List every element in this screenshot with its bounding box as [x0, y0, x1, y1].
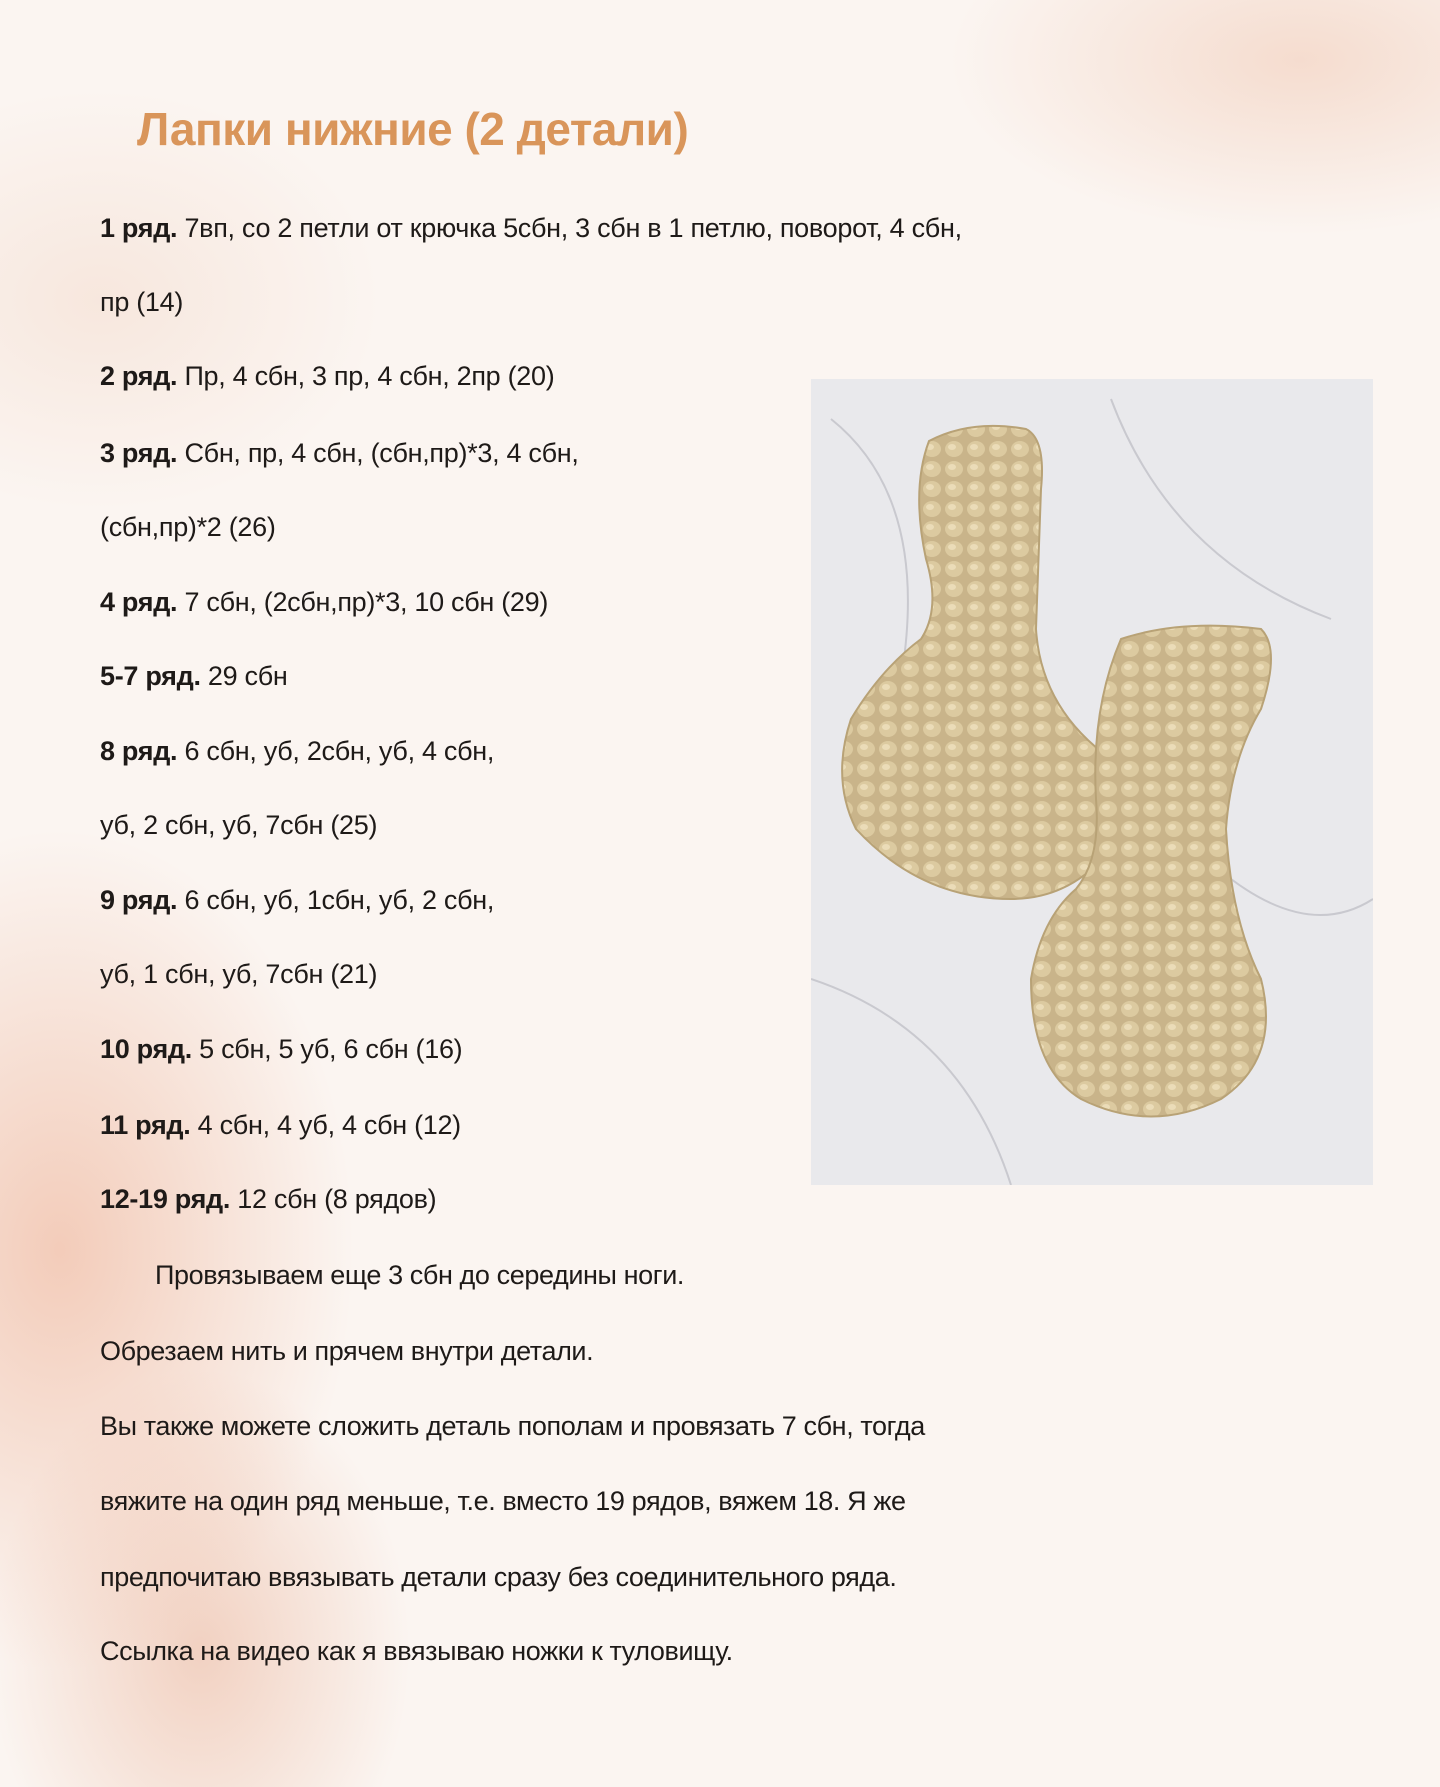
row-text: 6 сбн, уб, 2сбн, уб, 4 сбн, — [177, 736, 495, 766]
note-paragraph: Обрезаем нить и прячем внутри детали. — [100, 1336, 594, 1366]
row-text: Пр, 4 сбн, 3 пр, 4 сбн, 2пр (20) — [177, 361, 555, 391]
row-label: 11 ряд. — [100, 1110, 191, 1140]
row-text: Сбн, пр, 4 сбн, (сбн,пр)*3, 4 сбн, — [177, 438, 579, 468]
note-paragraph: вяжите на один ряд меньше, т.е. вместо 19 рядов, вяжем 18. Я же — [100, 1486, 906, 1516]
row-label: 2 ряд. — [100, 361, 178, 391]
crochet-feet-photo — [811, 379, 1373, 1185]
row-label: 3 ряд. — [100, 438, 178, 468]
pattern-row — [100, 512, 276, 543]
row-label: 10 ряд. — [100, 1034, 192, 1064]
pattern-row — [100, 287, 183, 318]
row-label: 4 ряд. — [100, 587, 178, 617]
note-paragraph: Провязываем еще 3 сбн до середины ноги. — [155, 1260, 685, 1290]
pattern-row — [100, 213, 962, 244]
row-text: 7 сбн, (2сбн,пр)*3, 10 сбн (29) — [177, 587, 549, 617]
pattern-row — [100, 1034, 462, 1065]
row-text: 4 сбн, 4 уб, 4 сбн (12) — [190, 1110, 461, 1140]
row-label: 9 ряд. — [100, 885, 178, 915]
note-paragraph: предпочитаю ввязывать детали сразу без соединительного ряда. — [100, 1562, 897, 1592]
row-label: 12-19 ряд. — [100, 1184, 231, 1214]
row-text: (сбн,пр)*2 (26) — [100, 512, 276, 542]
row-text: 5 сбн, 5 уб, 6 сбн (16) — [191, 1034, 463, 1064]
pattern-row — [100, 438, 579, 469]
pattern-row — [100, 1110, 461, 1141]
row-text: уб, 2 сбн, уб, 7сбн (25) — [100, 810, 378, 840]
row-label: 1 ряд. — [100, 213, 178, 243]
note-paragraph: Ссылка на видео как я ввязываю ножки к туловищу. — [100, 1636, 733, 1666]
pattern-row — [100, 885, 494, 916]
pattern-row — [100, 1184, 436, 1215]
note-paragraph: Вы также можете сложить деталь пополам и провязать 7 сбн, тогда — [100, 1411, 925, 1441]
pattern-row — [100, 736, 494, 767]
row-text: уб, 1 сбн, уб, 7сбн (21) — [100, 959, 378, 989]
row-label: 8 ряд. — [100, 736, 178, 766]
row-text: 12 сбн (8 рядов) — [230, 1184, 437, 1214]
row-text: 6 сбн, уб, 1сбн, уб, 2 сбн, — [177, 885, 495, 915]
pattern-row — [100, 361, 554, 392]
page-title: Лапки нижние (2 детали) — [137, 103, 689, 155]
pattern-row — [100, 959, 377, 990]
pattern-row — [100, 587, 548, 618]
row-label: 5-7 ряд. — [100, 661, 201, 691]
pattern-row — [100, 661, 287, 692]
pattern-row — [100, 810, 377, 841]
row-text: 7вп, со 2 петли от крючка 5сбн, 3 сбн в 1 петлю, поворот, 4 сбн, — [177, 213, 962, 243]
row-text: 29 сбн — [200, 661, 288, 691]
row-text: пр (14) — [100, 287, 184, 317]
